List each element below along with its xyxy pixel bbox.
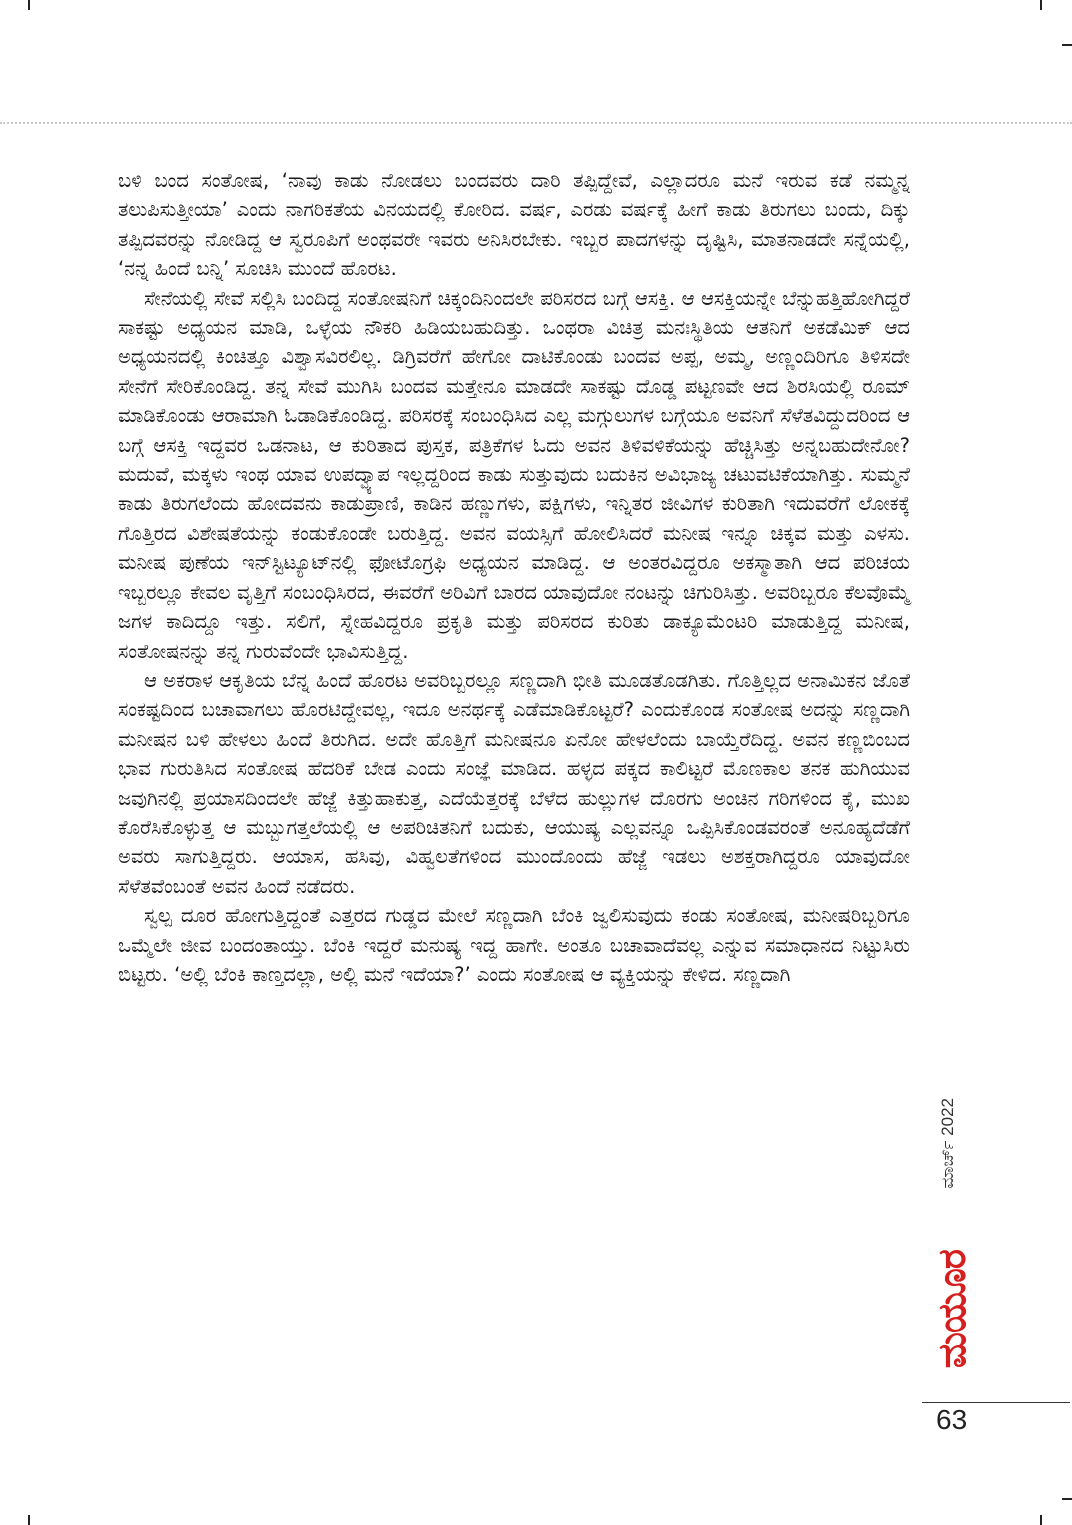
article-paragraph: ಸೇನೆಯಲ್ಲಿ ಸೇವೆ ಸಲ್ಲಿಸಿ ಬಂದಿದ್ದ ಸಂತೋಷನಿಗೆ ಚಿಕ್ಕಂದಿನಿಂದಲೇ ಪರಿಸರದ ಬಗ್ಗೆ ಆಸಕ್ತಿ. ಆ ಆಸಕ್ತಿಯನ್ನೇ ಬೆನ್ನುಹತ್ತಿಹೋಗಿದ್ದರೆ ಸಾಕಷ್ಟು ಅಧ್ಯಯನ ಮಾಡಿ, ಒಳ್ಳೆಯ ನೌಕರಿ ಹಿಡಿಯಬಹುದಿತ್ತು. ಒಂಥರಾ ವಿಚಿತ್ರ ಮನಃಸ್ಥಿತಿಯ ಆತನಿಗೆ ಅಕಡೆಮಿಕ್ ಆದ ಅಧ್ಯಯನದಲ್ಲಿ ಕಿಂಚಿತ್ತೂ ವಿಶ್ವಾಸವಿರಲಿಲ್ಲ. ಡಿಗ್ರಿವರೆಗೆ ಹೇಗೋ ದಾಟಿಕೊಂಡು ಬಂದವ ಅಪ್ಪ, ಅಮ್ಮ, ಅಣ್ಣಂದಿರಿಗೂ ತಿಳಿಸದೇ ಸೇನೆಗೆ ಸೇರಿಕೊಂಡಿದ್ದ. ತನ್ನ ಸೇವೆ ಮುಗಿಸಿ ಬಂದವ ಮತ್ತೇನೂ ಮಾಡದೇ ಸಾಕಷ್ಟು ದೊಡ್ಡ ಪಟ್ಟಣವೇ ಆದ ಶಿರಸಿಯಲ್ಲಿ ರೂಮ್ ಮಾಡಿಕೊಂಡು ಆರಾಮಾಗಿ ಓಡಾಡಿಕೊಂಡಿದ್ದ. ಪರಿಸರಕ್ಕೆ ಸಂಬಂಧಿಸಿದ ಎಲ್ಲ ಮಗ್ಗುಲುಗಳ ಬಗ್ಗೆಯೂ ಅವನಿಗೆ ಸೆಳೆತವಿದ್ದುದರಿಂದ ಆ ಬಗ್ಗೆ ಆಸಕ್ತಿ ಇದ್ದವರ ಒಡನಾಟ, ಆ ಕುರಿತಾದ ಪುಸ್ತಕ, ಪತ್ರಿಕೆಗಳ ಓದು ಅವನ ತಿಳಿವಳಿಕೆಯನ್ನು ಹೆಚ್ಚಿಸಿತ್ತು ಅನ್ನಬಹುದೇನೋ? ಮದುವೆ, ಮಕ್ಕಳು ಇಂಥ ಯಾವ ಉಪದ್ವ್ಯಾಪ ಇಲ್ಲದ್ದರಿಂದ ಕಾಡು ಸುತ್ತುವುದು ಬದುಕಿನ ಅವಿಭಾಜ್ಯ ಚಟುವಟಿಕೆಯಾಗಿತ್ತು. ಸುಮ್ಮನೆ ಕಾಡು ತಿರುಗಲೆಂದು ಹೋದವನು ಕಾಡುಪ್ರಾಣಿ, ಕಾಡಿನ ಹಣ್ಣುಗಳು, ಪಕ್ಷಿಗಳು, ಇನ್ನಿತರ ಜೀವಿಗಳ ಕುರಿತಾಗಿ ಇದುವರೆಗೆ ಲೋಕಕ್ಕೆ ಗೊತ್ತಿರದ ವಿಶೇಷತೆಯನ್ನು ಕಂಡುಕೊಂಡೇ ಬರುತ್ತಿದ್ದ. ಅವನ ವಯಸ್ಸಿಗೆ ಹೋಲಿಸಿದರೆ ಮನೀಷ ಇನ್ನೂ ಚಿಕ್ಕವ ಮತ್ತು ಎಳಸು. ಮನೀಷ ಪುಣೆಯ ಇನ್‌ಸ್ಟಿಟ್ಯೂಟ್‌ನಲ್ಲಿ ಫೋಟೊಗ್ರಫಿ ಅಧ್ಯಯನ ಮಾಡಿದ್ದ. ಆ ಅಂತರವಿದ್ದರೂ ಅಕಸ್ಮಾತಾಗಿ ಆದ ಪರಿಚಯ ಇಬ್ಬರಲ್ಲೂ ಕೇವಲ ವೃತ್ತಿಗೆ ಸಂಬಂಧಿಸಿರದ, ಈವರೆಗೆ ಅರಿವಿಗೆ ಬಾರದ ಯಾವುದೋ ನಂಟನ್ನು ಚಿಗುರಿಸಿತ್ತು. ಅವರಿಬ್ಬರೂ ಕೆಲವೊಮ್ಮೆ ಜಗಳ ಕಾದಿದ್ದೂ ಇತ್ತು. ಸಲಿಗೆ, ಸ್ನೇಹವಿದ್ದರೂ ಪ್ರಕೃತಿ ಮತ್ತು ಪರಿಸರದ ಕುರಿತು ಡಾಕ್ಯೂಮೆಂಟರಿ ಮಾಡುತ್ತಿದ್ದ ಮನೀಷ, ಸಂತೋಷನನ್ನು ತನ್ನ ಗುರುವೆಂದೇ ಭಾವಿಸುತ್ತಿದ್ದ. — [118, 286, 910, 663]
magazine-logo: ಮಯೂರ — [930, 1250, 974, 1369]
crop-mark-top-right — [1040, 0, 1042, 10]
crop-mark-right-bottom — [1062, 1498, 1072, 1500]
page-number: 63 — [936, 1404, 968, 1435]
article-paragraph: ಆ ಅಕರಾಳ ಆಕೃತಿಯ ಬೆನ್ನ ಹಿಂದೆ ಹೊರಟ ಅವರಿಬ್ಬರಲ್ಲೂ ಸಣ್ಣದಾಗಿ ಭೀತಿ ಮೂಡತೊಡಗಿತು. ಗೊತ್ತಿಲ್ಲದ ಅನಾಮಿಕನ ಜೊತೆ ಸಂಕಷ್ಟದಿಂದ ಬಚಾವಾಗಲು ಹೊರಟಿದ್ದೇವಲ್ಲ, ಇದೂ ಅನರ್ಥಕ್ಕೆ ಎಡೆಮಾಡಿಕೊಟ್ಟರೆ? ಎಂದುಕೊಂಡ ಸಂತೋಷ ಅದನ್ನು ಸಣ್ಣದಾಗಿ ಮನೀಷನ ಬಳಿ ಹೇಳಲು ಹಿಂದೆ ತಿರುಗಿದ. ಅದೇ ಹೊತ್ತಿಗೆ ಮನೀಷನೂ ಏನೋ ಹೇಳಲೆಂದು ಬಾಯ್ತೆರೆದಿದ್ದ. ಅವನ ಕಣ್ಣಬಿಂಬದ ಭಾವ ಗುರುತಿಸಿದ ಸಂತೋಷ ಹೆದರಿಕೆ ಬೇಡ ಎಂದು ಸಂಜ್ಞೆ ಮಾಡಿದ. ಹಳ್ಳದ ಪಕ್ಕದ ಕಾಲಿಟ್ಟರೆ ಮೊಣಕಾಲ ತನಕ ಹುಗಿಯುವ ಜವುಗಿನಲ್ಲಿ ಪ್ರಯಾಸದಿಂದಲೇ ಹೆಜ್ಜೆ ಕಿತ್ತುಹಾಕುತ್ತ, ಎದೆಯೆತ್ತರಕ್ಕೆ ಬೆಳೆದ ಹುಲ್ಲುಗಳ ದೊರಗು ಅಂಚಿನ ಗರಿಗಳಿಂದ ಕೈ, ಮುಖ ಕೊರೆಸಿಕೊಳ್ಳುತ್ತ ಆ ಮಬ್ಬುಗತ್ತಲೆಯಲ್ಲಿ ಆ ಅಪರಿಚಿತನಿಗೆ ಬದುಕು, ಆಯುಷ್ಯ ಎಲ್ಲವನ್ನೂ ಒಪ್ಪಿಸಿಕೊಂಡವರಂತೆ ಅನೂಹ್ಯದೆಡೆಗೆ ಅವರು ಸಾಗುತ್ತಿದ್ದರು. ಆಯಾಸ, ಹಸಿವು, ವಿಹ್ವಲತೆಗಳಿಂದ ಮುಂದೊಂದು ಹೆಜ್ಜೆ ಇಡಲು ಅಶಕ್ತರಾಗಿದ್ದರೂ ಯಾವುದೋ ಸೆಳೆತವೆಂಬಂತೆ ಅವನ ಹಿಂದೆ ನಡೆದರು. — [118, 668, 910, 898]
crop-mark-bottom-right — [1040, 1515, 1042, 1525]
article-paragraph: ಬಳಿ ಬಂದ ಸಂತೋಷ, ‘ನಾವು ಕಾಡು ನೋಡಲು ಬಂದವರು ದಾರಿ ತಪ್ಪಿದ್ದೇವೆ, ಎಲ್ಲಾದರೂ ಮನೆ ಇರುವ ಕಡೆ ನಮ್ಮನ್ನ ತಲುಪಿಸುತ್ತೀಯಾ’ ಎಂದು ನಾಗರಿಕತೆಯ ವಿನಯದಲ್ಲಿ ಕೋರಿದ. ವರ್ಷ, ಎರಡು ವರ್ಷಕ್ಕೆ ಹೀಗೆ ಕಾಡು ತಿರುಗಲು ಬಂದು, ದಿಕ್ಕು ತಪ್ಪಿದವರನ್ನು ನೋಡಿದ್ದ ಆ ಸ್ವರೂಪಿಗೆ ಅಂಥವರೇ ಇವರು ಅನಿಸಿರಬೇಕು. ಇಬ್ಬರ ಪಾದಗಳನ್ನು ದೃಷ್ಟಿಸಿ, ಮಾತನಾಡದೇ ಸನ್ನೆಯಲ್ಲಿ, ‘ನನ್ನ ಹಿಂದೆ ಬನ್ನಿ’ ಸೂಚಿಸಿ ಮುಂದೆ ಹೊರಟ. — [118, 169, 910, 281]
dotted-separator — [0, 122, 1072, 124]
crop-mark-top-left — [28, 0, 30, 10]
article-paragraph: ಸ್ವಲ್ಪ ದೂರ ಹೋಗುತ್ತಿದ್ದಂತೆ ಎತ್ತರದ ಗುಡ್ಡದ ಮೇಲೆ ಸಣ್ಣದಾಗಿ ಬೆಂಕಿ ಜ್ವಲಿಸುವುದು ಕಂಡು ಸಂತೋಷ, ಮನೀಷರಿಬ್ಬರಿಗೂ ಒಮ್ಮೆಲೇ ಜೀವ ಬಂದಂತಾಯ್ತು. ಬೆಂಕಿ ಇದ್ದರೆ ಮನುಷ್ಯ ಇದ್ದ ಹಾಗೇ. ಅಂತೂ ಬಚಾವಾದೆವಲ್ಲ ಎನ್ನುವ ಸಮಾಧಾನದ ನಿಟ್ಟುಸಿರು ಬಿಟ್ಟರು. ‘ಅಲ್ಲಿ ಬೆಂಕಿ ಕಾಣ್ತದಲ್ಲಾ, ಅಲ್ಲಿ ಮನೆ ಇದೆಯಾ?’ ಎಂದು ಸಂತೋಷ ಆ ವ್ಯಕ್ತಿಯನ್ನು ಕೇಳಿದ. ಸಣ್ಣದಾಗಿ — [118, 904, 910, 986]
article-body — [118, 166, 910, 989]
crop-mark-right-top — [1062, 44, 1072, 46]
crop-mark-bottom-left — [28, 1515, 30, 1525]
footer-rule — [922, 1402, 1070, 1403]
issue-date: ಮಾರ್ಚ್ 2022 — [938, 1098, 957, 1189]
